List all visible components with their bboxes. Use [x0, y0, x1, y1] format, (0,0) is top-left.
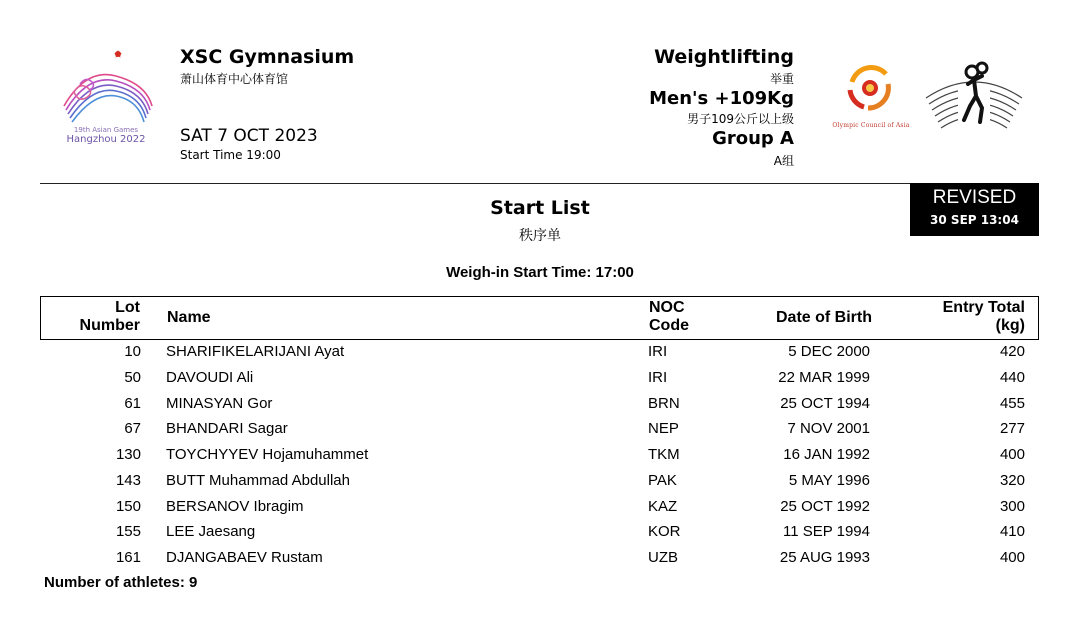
header-date-of-birth: Date of Birth — [776, 309, 872, 326]
cell-lot: 150 — [115, 497, 141, 515]
header-noc-line1: NOC — [649, 299, 685, 316]
cell-noc: KOR — [648, 523, 681, 541]
start-time: Start Time 19:00 — [180, 148, 281, 162]
cell-lot: 161 — [115, 549, 141, 566]
cell-name: LEE Jaesang — [166, 523, 256, 541]
cell-entry: 420 — [999, 343, 1025, 360]
start-list-table — [40, 341, 1039, 573]
cell-lot: 143 — [115, 471, 141, 489]
cell-noc: PAK — [648, 471, 677, 489]
oca-caption: Olympic Council of Asia — [832, 122, 910, 129]
header-entry-line2: (kg) — [995, 317, 1025, 334]
sport-subtitle-cn: 举重 — [769, 72, 794, 86]
table-row — [40, 418, 1039, 444]
cell-entry: 300 — [999, 497, 1025, 515]
venue-title: XSC Gymnasium — [180, 46, 355, 68]
cell-dob: 11 SEP 1994 — [782, 523, 870, 541]
table-row — [40, 341, 1039, 367]
games-caption: Hangzhou 2022 — [66, 134, 146, 145]
asian-games-logo — [56, 48, 156, 148]
event-date: SAT 7 OCT 2023 — [180, 126, 318, 146]
cell-noc: KAZ — [648, 497, 678, 515]
cell-dob: 25 OCT 1994 — [780, 394, 870, 412]
cell-noc: NEP — [648, 420, 679, 438]
cell-lot: 67 — [124, 420, 141, 438]
cell-lot: 61 — [124, 394, 141, 412]
cell-dob: 22 MAR 1999 — [778, 368, 870, 386]
oca-sun-icon — [826, 62, 914, 120]
header-noc-code — [649, 299, 689, 335]
document-title: Start List — [490, 197, 590, 219]
cell-noc: TKM — [648, 446, 680, 463]
venue-subtitle-cn: 萧山体育中心体育馆 — [180, 72, 289, 86]
table-header — [40, 296, 1039, 340]
cell-dob: 25 AUG 1993 — [779, 549, 870, 566]
cell-name: DAVOUDI Ali — [166, 368, 254, 386]
cell-entry: 455 — [999, 394, 1025, 412]
cell-entry: 400 — [999, 446, 1025, 463]
table-row — [40, 547, 1039, 573]
revised-label: REVISED — [932, 187, 1017, 208]
cell-lot: 50 — [124, 368, 141, 386]
cell-lot: 130 — [115, 446, 141, 463]
document-title-cn: 秩序单 — [519, 228, 561, 244]
group-title: Group A — [712, 128, 794, 149]
event-subtitle-cn: 男子109公斤以上级 — [687, 112, 794, 126]
cell-entry: 320 — [999, 471, 1025, 489]
cell-noc: UZB — [648, 549, 678, 566]
cell-name: DJANGABAEV Rustam — [166, 549, 323, 566]
cell-noc: IRI — [648, 368, 668, 386]
revised-date: 30 SEP 13:04 — [930, 213, 1019, 227]
cell-name: BERSANOV Ibragim — [166, 497, 304, 515]
asian-games-emblem-icon — [56, 48, 156, 128]
header-noc-line2: Code — [649, 317, 689, 334]
cell-entry: 400 — [999, 549, 1025, 566]
group-subtitle-cn: A组 — [773, 154, 794, 168]
cell-name: TOYCHYYEV Hojamuhammet — [166, 446, 369, 463]
cell-dob: 5 MAY 1996 — [788, 471, 870, 489]
cell-entry: 410 — [999, 523, 1025, 541]
header-lot-number — [80, 299, 140, 335]
event-title: Men's +109Kg — [649, 88, 794, 109]
cell-lot: 10 — [124, 343, 141, 360]
table-row — [40, 393, 1039, 419]
table-row — [40, 496, 1039, 522]
cell-entry: 440 — [999, 368, 1025, 386]
table-row — [40, 470, 1039, 496]
athlete-count: Number of athletes: 9 — [44, 574, 198, 591]
header-name: Name — [167, 309, 211, 326]
table-row — [40, 521, 1039, 547]
cell-entry: 277 — [999, 420, 1025, 438]
weightlifter-icon — [922, 58, 1026, 138]
sport-title: Weightlifting — [654, 46, 794, 68]
header-lot-line1: Lot — [115, 299, 140, 316]
cell-dob: 16 JAN 1992 — [783, 446, 870, 463]
cell-name: MINASYAN Gor — [166, 394, 273, 412]
games-caption-small: 19th Asian Games — [73, 126, 139, 134]
cell-name: SHARIFIKELARIJANI Ayat — [166, 343, 345, 360]
table-row — [40, 444, 1039, 470]
weightlifting-pictogram — [922, 58, 1026, 138]
header-divider — [40, 183, 1039, 184]
cell-lot: 155 — [115, 523, 141, 541]
cell-noc: IRI — [648, 343, 668, 360]
cell-dob: 5 DEC 2000 — [788, 343, 870, 360]
header-entry-total — [943, 299, 1025, 335]
header-lot-line2: Number — [79, 317, 140, 334]
oca-logo — [826, 62, 914, 142]
cell-name: BHANDARI Sagar — [166, 420, 288, 438]
cell-noc: BRN — [648, 394, 680, 412]
header-entry-line1: Entry Total — [942, 299, 1025, 316]
cell-name: BUTT Muhammad Abdullah — [166, 471, 350, 489]
cell-dob: 7 NOV 2001 — [787, 420, 870, 438]
table-row — [40, 367, 1039, 393]
weighin-time: Weigh-in Start Time: 17:00 — [446, 264, 634, 281]
cell-dob: 25 OCT 1992 — [780, 497, 870, 515]
